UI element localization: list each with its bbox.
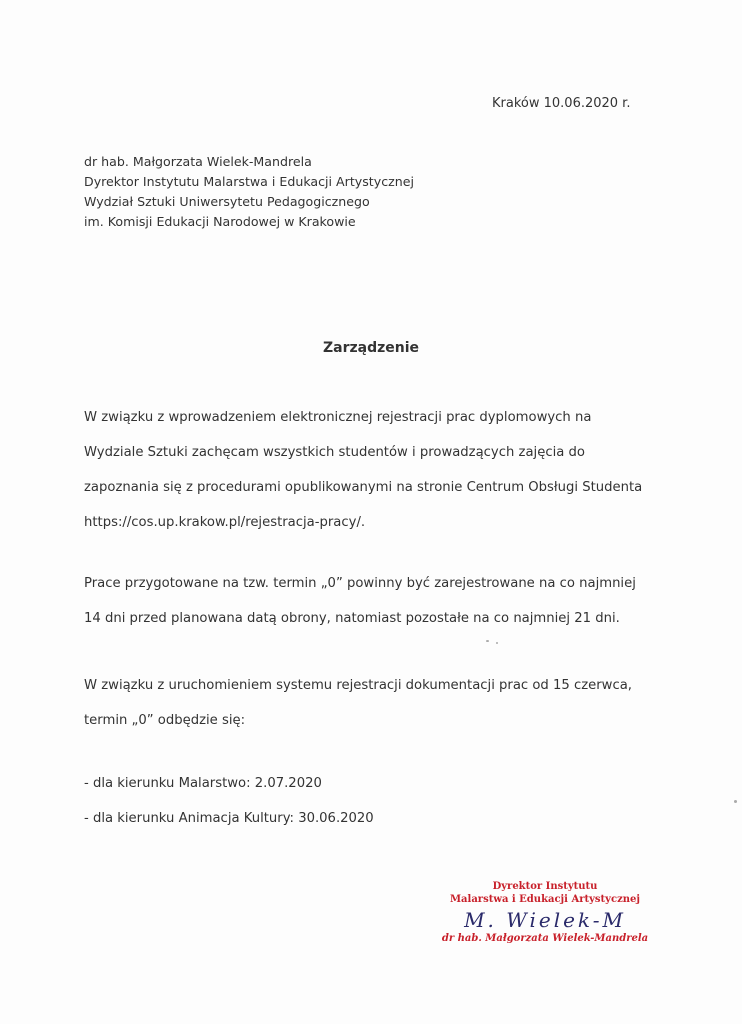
- sender-block: [84, 152, 414, 232]
- paragraph-deadlines: [84, 566, 684, 636]
- paragraph-line: W związku z wprowadzeniem elektronicznej rejestracji prac dyplomowych na: [84, 410, 592, 425]
- list-item: - dla kierunku Animacja Kultury: 30.06.2020: [84, 811, 374, 826]
- stamp-role-line: Dyrektor Instytutu: [492, 881, 598, 892]
- paragraph-line: Wydziale Sztuki zachęcam wszystkich studentów i prowadzących zajęcia do: [84, 445, 585, 460]
- signature-stamp: [440, 880, 650, 946]
- scan-speck: [496, 642, 498, 644]
- sender-university: im. Komisji Edukacji Narodowej w Krakowie: [84, 214, 356, 229]
- scan-speck: [486, 640, 489, 642]
- registration-link: https://cos.up.krakow.pl/rejestracja-pracy/.: [84, 515, 366, 530]
- paragraph-term-zero: [84, 668, 684, 738]
- dates-list: [84, 766, 684, 836]
- stamp-name: dr hab. Małgorzata Wielek-Mandrela: [441, 933, 649, 944]
- paragraph-line: termin „0” odbędzie się:: [84, 713, 246, 728]
- sender-position: Dyrektor Instytutu Malarstwa i Edukacji Artystycznej: [84, 174, 414, 189]
- list-item: - dla kierunku Malarstwo: 2.07.2020: [84, 776, 322, 791]
- document-date: Kraków 10.06.2020 r.: [492, 96, 631, 111]
- sender-name: dr hab. Małgorzata Wielek-Mandrela: [84, 154, 312, 169]
- handwritten-signature: M. Wielek-M: [464, 908, 626, 932]
- paragraph-line: 14 dni przed planowana datą obrony, natomiast pozostałe na co najmniej 21 dni.: [84, 611, 620, 626]
- paragraph-line: W związku z uruchomieniem systemu rejestracji dokumentacji prac od 15 czerwca,: [84, 678, 632, 693]
- paragraph-line: Prace przygotowane na tzw. termin „0” powinny być zarejestrowane na co najmniej: [84, 576, 636, 591]
- sender-faculty: Wydział Sztuki Uniwersytetu Pedagogicznego: [84, 194, 370, 209]
- scan-speck: [734, 800, 737, 803]
- paragraph-registration: [84, 400, 684, 540]
- paragraph-line: zapoznania się z procedurami opublikowanymi na stronie Centrum Obsługi Studenta: [84, 480, 643, 495]
- document-title: Zarządzenie: [322, 340, 420, 356]
- stamp-role-line: Malarstwa i Edukacji Artystycznej: [449, 894, 640, 905]
